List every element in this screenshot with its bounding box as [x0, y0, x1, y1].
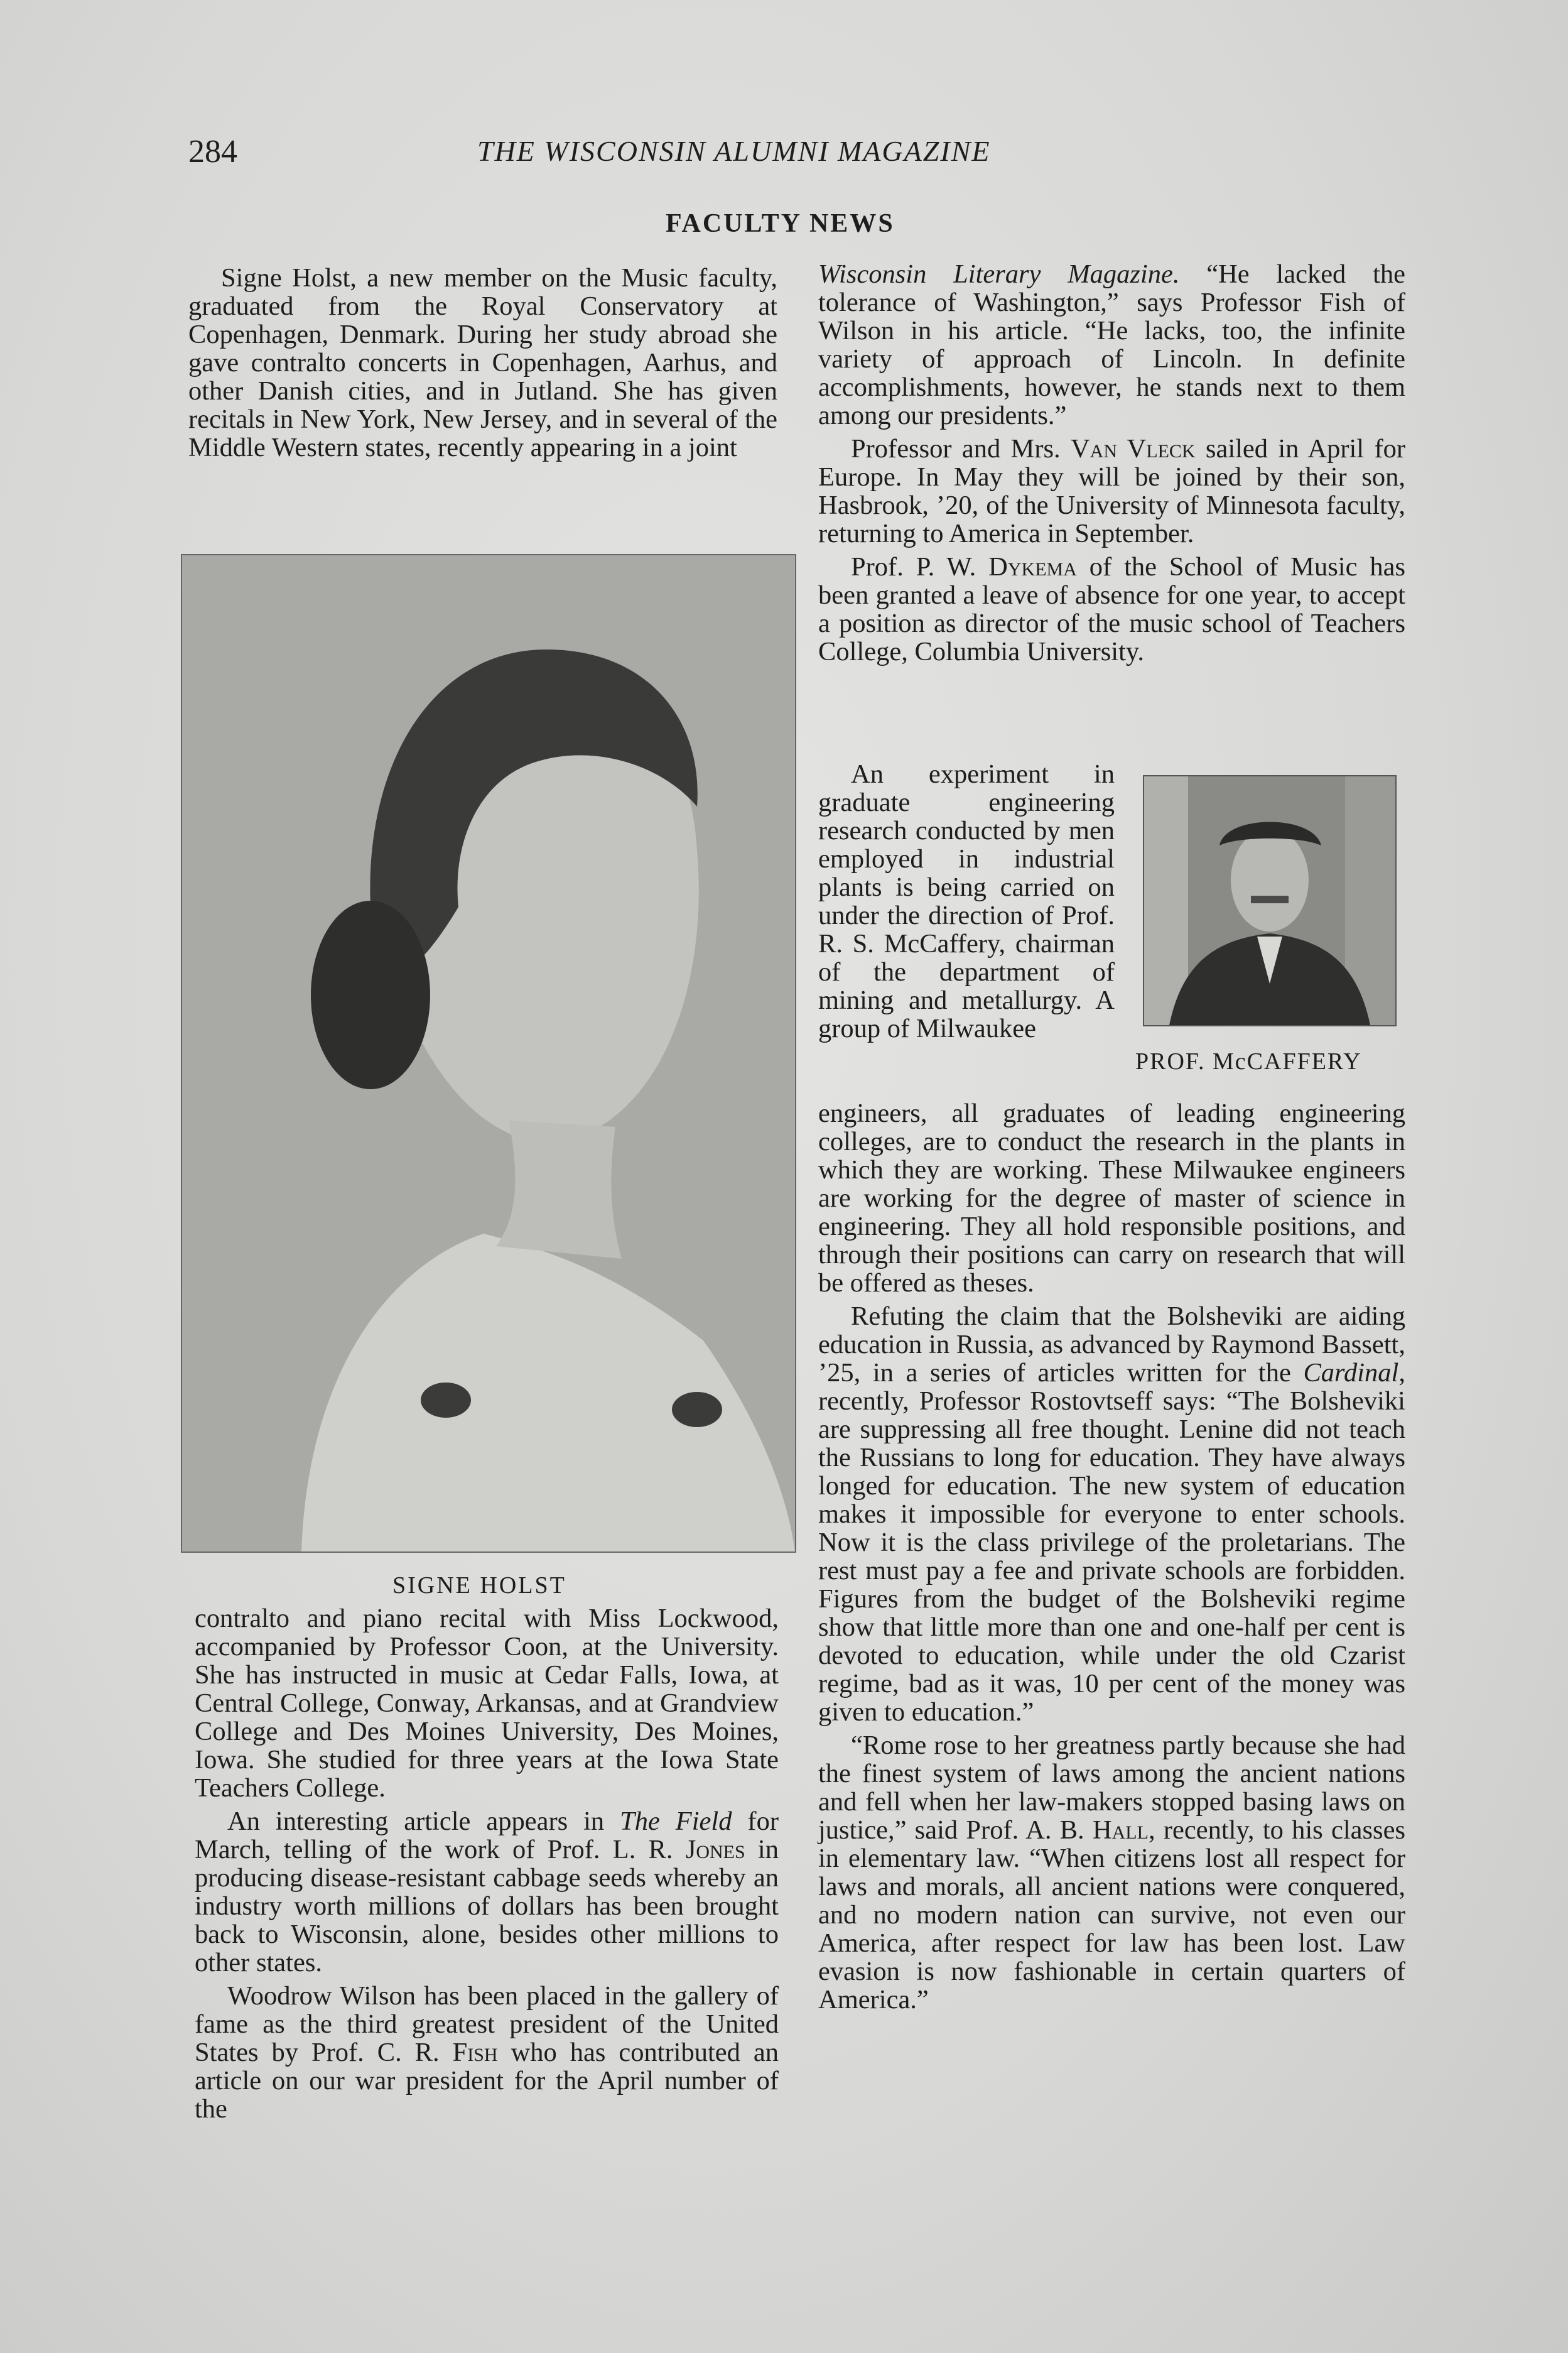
dykema-text-a: Prof. P. W.: [851, 552, 989, 582]
section-title: FACULTY NEWS: [666, 209, 895, 238]
jones-text-b: for March, telling of the work of Prof. L. R.: [195, 1807, 779, 1864]
hall-name: Hall: [1092, 1815, 1149, 1845]
mccaffery-portrait-art: [1144, 776, 1395, 1025]
page-number: 284: [188, 134, 237, 170]
rostovtseff-text-a: Refuting the claim that the Bolsheviki are aiding education in Russia, as advanced by Raymond Bassett, ’25, in a series of articles written for the: [818, 1301, 1405, 1388]
left-column-bottom: [195, 1604, 779, 2128]
jones-text-c: in producing disease-resistant cabbage seeds whereby an industry worth millions of dollars has been brought back to Wisconsin, alone, besides other millions to other states.: [195, 1835, 779, 1977]
dykema-paragraph: [818, 553, 1405, 666]
literary-magazine-title: Wisconsin Literary Magazine.: [818, 259, 1180, 289]
hall-paragraph: [818, 1731, 1405, 2014]
holst-portrait-art: [182, 555, 795, 1551]
right-column-bottom: [818, 1099, 1405, 2019]
rostovtseff-text-b: , recently, Professor Rostovtseff says: “The Bolsheviki are suppressing all free thought. Lenine did not teach the Russians to long for education. They have always longed for education. The new system of education makes it impossible for everyone to enter schools. Now it is the class privilege of the proletarians. The rest must pay a fee and private schools are forbidden. Figures from the budget of the Bolsheviki regime show that little more than one and one-half per cent is devoted to education, while under the old Czarist regime, bad as it was, 10 per cent of the money was given to education.”: [818, 1358, 1405, 1727]
right-column-wrap: [818, 760, 1115, 1048]
mccaffery-caption: PROF. McCAFFERY: [1135, 1048, 1362, 1075]
mccaffery-paragraph-continued: engineers, all graduates of leading engineering colleges, are to conduct the research in the plants in which they are working. These Milwaukee engineers are working for the degree of master of science in engineering. They all hold responsible positions, and through their positions can carry on research that will be offered as theses.: [818, 1099, 1405, 1298]
van-vleck-paragraph: [818, 435, 1405, 548]
running-title: THE WISCONSIN ALUMNI MAGAZINE: [477, 135, 991, 167]
holst-portrait: [181, 554, 796, 1553]
van-vleck-text-b: sailed in April for Europe. In May they will be joined by their son, Hasbrook, ’20, of the University of Minnesota faculty, returning to America in September.: [818, 434, 1405, 548]
dykema-name: Dykema: [988, 552, 1077, 582]
van-vleck-name: Van Vleck: [1070, 434, 1196, 464]
wilson-text-a: Woodrow Wilson has been placed in the gallery of fame as the third greatest president of the United States by Prof. C. R.: [195, 1981, 779, 2067]
wilson-paragraph-continued: [818, 260, 1405, 430]
mccaffery-paragraph: An experiment in graduate engineering research conducted by men employed in industrial plants is being carried on under the direction of Prof. R. S. McCaffery, chairman of the department of mining and metallurgy. A group of Milwaukee: [818, 759, 1115, 1043]
right-column-top: [818, 260, 1405, 671]
mccaffery-portrait: [1143, 775, 1397, 1026]
jones-name: Jones: [685, 1835, 745, 1864]
fish-name: Fish: [452, 2038, 498, 2067]
wilson-quote: “He lacked the tolerance of Washington,” says Professor Fish of Wilson in his article. “He lacks, too, the infinite variety of approach of Lincoln. In definite accomplishments, however, he stands next to them among our presidents.”: [818, 259, 1405, 430]
wilson-paragraph: [195, 1982, 779, 2123]
rostovtseff-paragraph: [818, 1302, 1405, 1726]
dykema-text-b: of the School of Music has been granted a leave of absence for one year, to accept a position as director of the music school of Teachers College, Columbia University.: [818, 552, 1405, 666]
the-field-title: The Field: [620, 1807, 732, 1836]
wilson-text-b: who has contributed an article on our war president for the April number of the: [195, 2038, 779, 2124]
left-column-top: [188, 264, 777, 467]
holst-paragraph: Signe Holst, a new member on the Music faculty, graduated from the Royal Conservatory at Copenhagen, Denmark. During her study abroad she gave contralto concerts in Copenhagen, Aarhus, and other Danish cities, and in Jutland. She has given recitals in New York, New Jersey, and in several of the Middle Western states, recently appearing in a joint: [188, 263, 777, 462]
hall-text-b: , recently, to his classes in elementary law. “When citizens lost all respect for laws and morals, all ancient nations were conquered, and no modern nation can survive, not even our America, after respect for law has been lost. Law evasion is now fashionable in certain quarters of America.”: [818, 1815, 1405, 2014]
cardinal-title: Cardinal: [1303, 1358, 1399, 1388]
holst-paragraph-continued: contralto and piano recital with Miss Lockwood, accompanied by Professor Coon, at the University. She has instructed in music at Cedar Falls, Iowa, at Central College, Conway, Arkansas, and at Grandview College and Des Moines University, Des Moines, Iowa. She studied for three years at the Iowa State Teachers College.: [195, 1604, 779, 1803]
jones-paragraph: [195, 1807, 779, 1977]
holst-caption: SIGNE HOLST: [392, 1572, 566, 1599]
van-vleck-text-a: Professor and Mrs.: [851, 434, 1071, 464]
hall-text-a: “Rome rose to her greatness partly because she had the finest system of laws among the ancient nations and fell when her law-makers stopped basing laws on justice,” said Prof. A. B.: [818, 1731, 1405, 1845]
jones-text-a: An interesting article appears in: [227, 1807, 620, 1836]
